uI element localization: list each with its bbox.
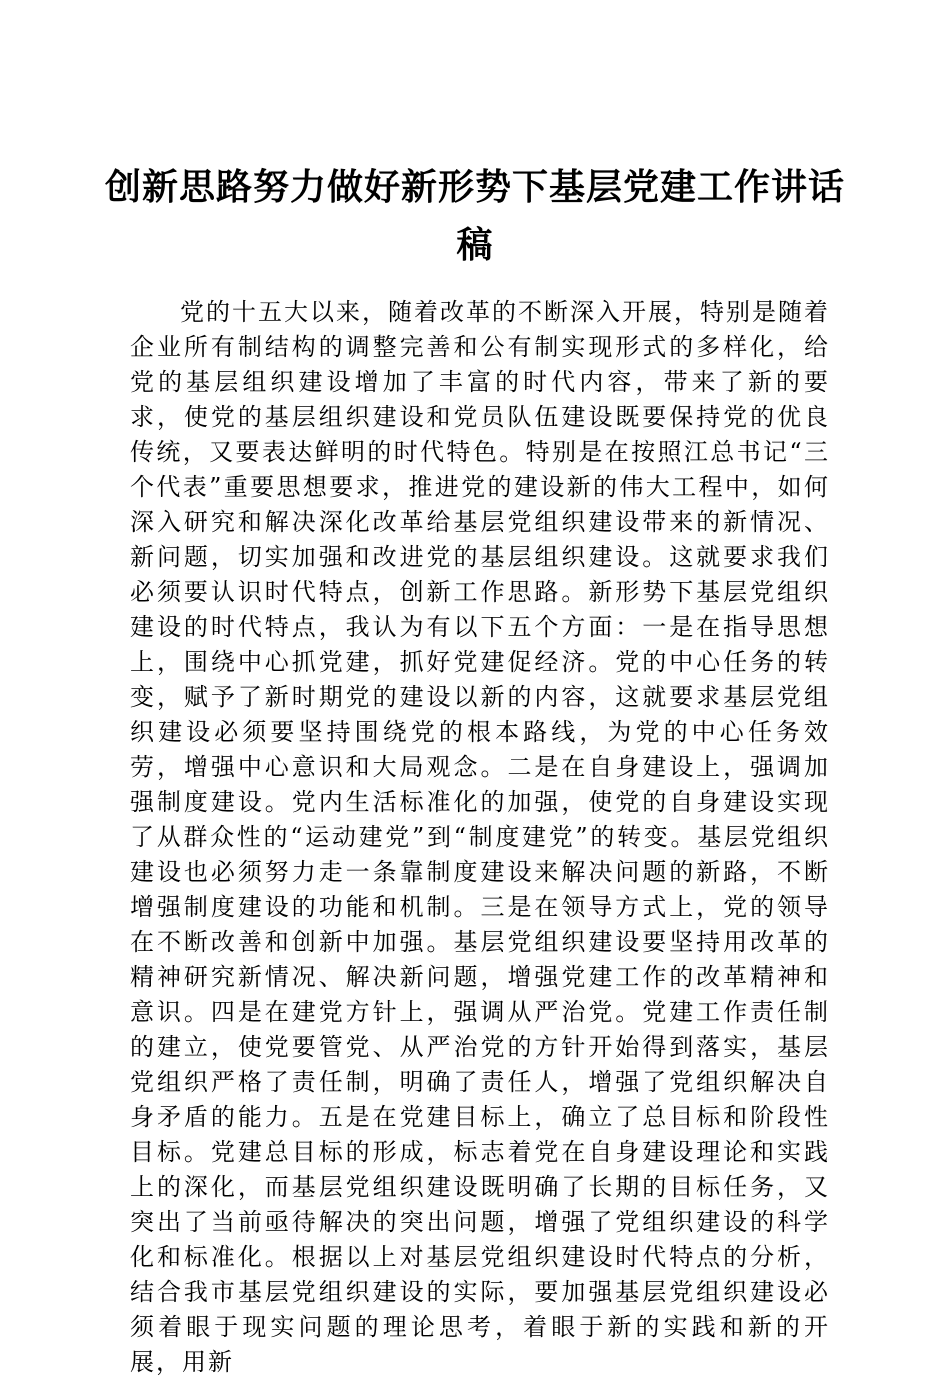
document-title: 创新思路努力做好新形势下基层党建工作讲话稿 — [104, 166, 845, 266]
body-paragraph: 党的十五大以来，随着改革的不断深入开展，特别是随着企业所有制结构的调整完善和公有制实现形式的多样化，给党的基层组织建设增加了丰富的时代内容，带来了新的要求，使党的基层组织建设和党员队伍建设既要保持党的优良传统，又要表达鲜明的时代特色。特别是在按照江总书记“三个代表”重要思想要求，推进党的建设新的伟大工程中，如何深入研究和解决深化改革给基层党组织建设带来的新情况、新问题，切实加强和改进党的基层组织建设。这就要求我们必须要认识时代特点，创新工作思路。新形势下基层党组织建设的时代特点，我认为有以下五个方面：一是在指导思想上，围绕中心抓党建，抓好党建促经济。党的中心任务的转变，赋予了新时期党的建设以新的内容，这就要求基层党组织建设必须要坚持围绕党的根本路线，为党的中心任务效劳，增强中心意识和大局观念。二是在自身建设上，强调加强制度建设。党内生活标准化的加强，使党的自身建设实现了从群众性的“运动建党”到“制度建党”的转变。基层党组织建设也必须努力走一条靠制度建设来解决问题的新路，不断增强制度建设的功能和机制。三是在领导方式上，党的领导在不断改善和创新中加强。基层党组织建设要坚持用改革的精神研究新情况、解决新问题，增强党建工作的改革精神和意识。四是在建党方针上，强调从严治党。党建工作责任制的建立，使党要管党、从严治党的方针开始得到落实，基层党组织严格了责任制，明确了责任人，增强了党组织解决自身矛盾的能力。五是在党建目标上，确立了总目标和阶段性目标。党建总目标的形成，标志着党在自身建设理论和实践上的深化，而基层党组织建设既明确了长期的目标任务，又突出了当前亟待解决的突出问题，增强了党组织建设的科学化和标准化。根据以上对基层党组织建设时代特点的分析，结合我市基层党组织建设的实际，要加强基层党组织建设必须着眼于现实问题的理论思考，着眼于新的实践和新的开展，用新 — [130, 298, 830, 1376]
